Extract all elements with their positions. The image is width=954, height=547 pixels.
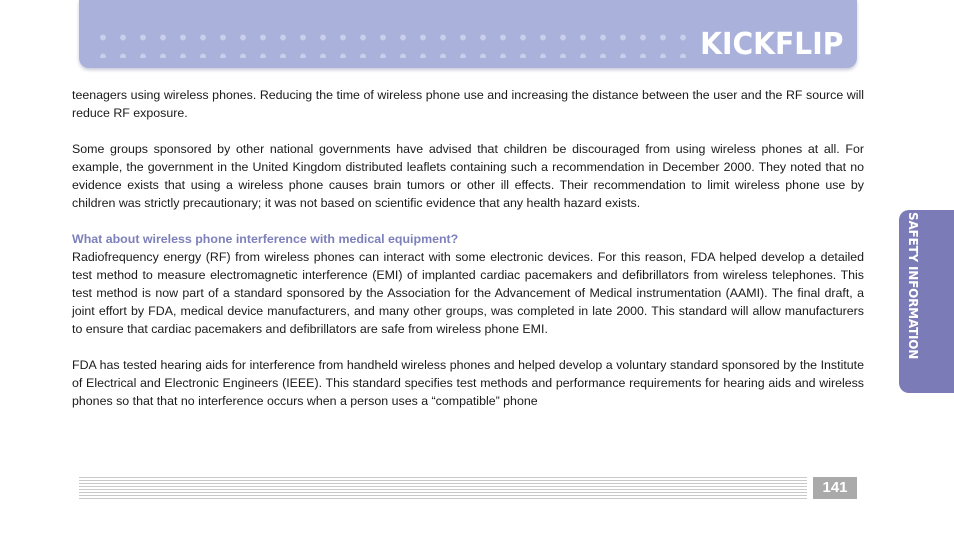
section-heading-medical-interference: What about wireless phone interference with medical equipment? [72,232,459,246]
paragraph-rf-exposure: teenagers using wireless phones. Reducing the time of wireless phone use and increasing the distance between the user and the RF source will reduce RF exposure. [72,88,864,120]
footer-rule-lines [79,477,807,499]
page-number: 141 [813,477,857,499]
paragraph-emi-pacemakers: Radiofrequency energy (RF) from wireless phones can interact with some electronic devices. For this reason, FDA helped develop a detailed test method to measure electromagnetic interference (EMI) of implanted cardiac pacemakers and defibrillators from wireless telephones. This test method is now part of a standard sponsored by the Association for the Advancement of Medical instrumentation (AAMI). The final draft, a joint effort by FDA, medical device manufacturers, and many other groups, was completed in late 2000. This standard will allow manufacturers to ensure that cardiac pacemakers and defibrillators are safe from wireless phone EMI. [72,250,864,336]
paragraph-hearing-aids: FDA has tested hearing aids for interference from handheld wireless phones and helped develop a voluntary standard sponsored by the Institute of Electrical and Electronic Engineers (IEEE). This standard specifies test methods and performance requirements for hearing aids and wireless phones so that that no interference occurs when a person uses a “compatible” phone [72,358,864,408]
side-tab-label: SAFETY INFORMATION [906,212,920,360]
header-banner [79,0,857,68]
brand-logo: KICKFLIP [699,27,843,62]
page-content [72,86,864,410]
paragraph-children-guidance: Some groups sponsored by other national governments have advised that children be discouraged from using wireless phones at all. For example, the government in the United Kingdom distributed leaflets containing such a recommendation in December 2000. They noted that no evidence exists that using a wireless phone causes brain tumors or other ill effects. Their recommendation to limit wireless phone use by children was strictly precautionary; it was not based on scientific evidence that any health hazard exists. [72,142,864,210]
banner-dot-pattern [93,28,693,58]
